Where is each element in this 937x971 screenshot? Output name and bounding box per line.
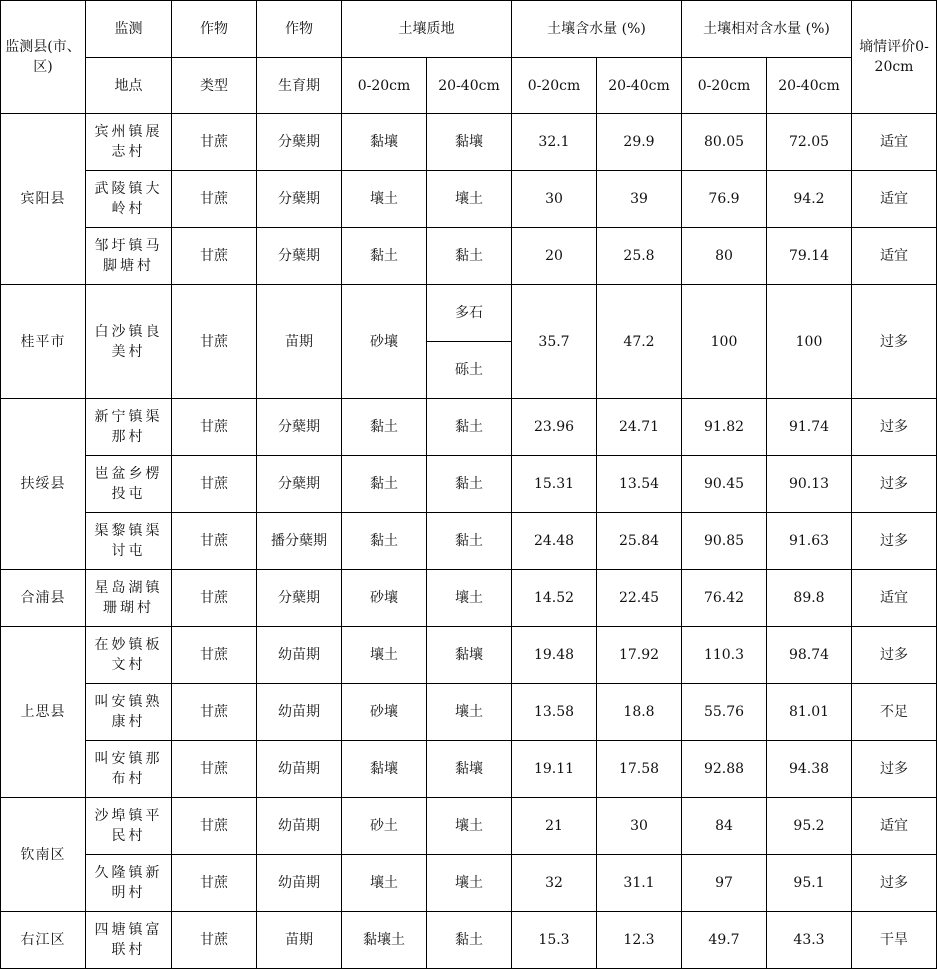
site-cell: 四塘镇富联村: [86, 912, 172, 969]
moisture-0-20-cell: 15.3: [512, 912, 597, 969]
evaluation-cell: 过多: [852, 627, 937, 684]
crop-cell: 甘蔗: [172, 570, 257, 627]
relative-20-40-cell: 72.05: [767, 114, 852, 171]
texture-0-20-cell: 砂壤: [342, 570, 427, 627]
relative-0-20-cell: 100: [682, 285, 767, 399]
evaluation-cell: 过多: [852, 399, 937, 456]
header-moisture-20-40: 20-40cm: [597, 58, 682, 114]
evaluation-cell: 过多: [852, 285, 937, 399]
texture-0-20-cell: 黏土: [342, 456, 427, 513]
relative-0-20-cell: 76.9: [682, 171, 767, 228]
moisture-20-40-cell: 30: [597, 798, 682, 855]
header-county: 监测县(市、区): [1, 1, 86, 114]
relative-0-20-cell: 92.88: [682, 741, 767, 798]
county-cell: 扶绥县: [1, 399, 86, 570]
table-row: [1, 912, 937, 969]
table-row: [1, 855, 937, 912]
texture-20-40-cell: 黏土: [427, 228, 512, 285]
moisture-0-20-cell: 20: [512, 228, 597, 285]
crop-cell: 甘蔗: [172, 741, 257, 798]
moisture-20-40-cell: 13.54: [597, 456, 682, 513]
evaluation-cell: 过多: [852, 513, 937, 570]
table-row: [1, 513, 937, 570]
relative-0-20-cell: 55.76: [682, 684, 767, 741]
crop-cell: 甘蔗: [172, 399, 257, 456]
texture-0-20-cell: 黏土: [342, 399, 427, 456]
moisture-20-40-cell: 24.71: [597, 399, 682, 456]
table-row: [1, 456, 937, 513]
header-soil-moisture: 土壤含水量 (%): [512, 1, 682, 58]
table-row: [1, 627, 937, 684]
relative-20-40-cell: 94.38: [767, 741, 852, 798]
site-cell: 叫安镇那布村: [86, 741, 172, 798]
relative-20-40-cell: 100: [767, 285, 852, 399]
site-cell: 渠黎镇渠讨屯: [86, 513, 172, 570]
moisture-20-40-cell: 25.8: [597, 228, 682, 285]
relative-20-40-cell: 89.8: [767, 570, 852, 627]
site-cell: 邹圩镇马脚塘村: [86, 228, 172, 285]
moisture-0-20-cell: 24.48: [512, 513, 597, 570]
header-crop-stage-top: 作物: [257, 1, 342, 58]
texture-0-20-cell: 黏壤: [342, 741, 427, 798]
stage-cell: 分蘖期: [257, 399, 342, 456]
evaluation-cell: 适宜: [852, 798, 937, 855]
moisture-0-20-cell: 19.11: [512, 741, 597, 798]
relative-20-40-cell: 91.63: [767, 513, 852, 570]
header-site-bottom: 地点: [86, 58, 172, 114]
texture-20-40-cell: 壤土: [427, 171, 512, 228]
crop-cell: 甘蔗: [172, 228, 257, 285]
county-cell: 上思县: [1, 627, 86, 798]
table-row: [1, 171, 937, 228]
header-texture-20-40: 20-40cm: [427, 58, 512, 114]
moisture-20-40-cell: 31.1: [597, 855, 682, 912]
texture-20-40-cell: 壤土: [427, 798, 512, 855]
county-cell: 右江区: [1, 912, 86, 969]
header-crop-type-top: 作物: [172, 1, 257, 58]
moisture-20-40-cell: 39: [597, 171, 682, 228]
texture-20-40-cell: 黏壤: [427, 741, 512, 798]
crop-cell: 甘蔗: [172, 684, 257, 741]
relative-0-20-cell: 91.82: [682, 399, 767, 456]
evaluation-cell: 适宜: [852, 228, 937, 285]
relative-20-40-cell: 94.2: [767, 171, 852, 228]
header-evaluation: 墒情评价0-20cm: [852, 1, 937, 114]
header-soil-texture: 土壤质地: [342, 1, 512, 58]
relative-20-40-cell: 91.74: [767, 399, 852, 456]
moisture-20-40-cell: 17.92: [597, 627, 682, 684]
table-row: [1, 228, 937, 285]
moisture-20-40-cell: 12.3: [597, 912, 682, 969]
moisture-0-20-cell: 21: [512, 798, 597, 855]
header-relative-moisture: 土壤相对含水量 (%): [682, 1, 852, 58]
stage-cell: 分蘖期: [257, 456, 342, 513]
texture-0-20-cell: 砂壤: [342, 684, 427, 741]
texture-20-40-cell: 壤土: [427, 684, 512, 741]
texture-20-40-lower-cell: 砾土: [427, 342, 512, 399]
header-moisture-0-20: 0-20cm: [512, 58, 597, 114]
moisture-0-20-cell: 14.52: [512, 570, 597, 627]
header-relative-20-40: 20-40cm: [767, 58, 852, 114]
county-cell: 宾阳县: [1, 114, 86, 285]
header-row-1: [1, 1, 937, 58]
evaluation-cell: 过多: [852, 855, 937, 912]
header-relative-0-20: 0-20cm: [682, 58, 767, 114]
moisture-0-20-cell: 23.96: [512, 399, 597, 456]
stage-cell: 分蘖期: [257, 228, 342, 285]
moisture-0-20-cell: 32: [512, 855, 597, 912]
texture-20-40-cell: 黏壤: [427, 114, 512, 171]
site-cell: 白沙镇良美村: [86, 285, 172, 399]
table-row: [1, 285, 937, 342]
texture-0-20-cell: 壤土: [342, 855, 427, 912]
evaluation-cell: 适宜: [852, 171, 937, 228]
table-row: [1, 684, 937, 741]
texture-20-40-cell: 壤土: [427, 570, 512, 627]
texture-0-20-cell: 黏壤: [342, 114, 427, 171]
crop-cell: 甘蔗: [172, 456, 257, 513]
relative-0-20-cell: 110.3: [682, 627, 767, 684]
table-row: [1, 798, 937, 855]
table-row: [1, 399, 937, 456]
relative-20-40-cell: 95.1: [767, 855, 852, 912]
relative-0-20-cell: 49.7: [682, 912, 767, 969]
site-cell: 武陵镇大岭村: [86, 171, 172, 228]
moisture-0-20-cell: 15.31: [512, 456, 597, 513]
stage-cell: 幼苗期: [257, 855, 342, 912]
stage-cell: 幼苗期: [257, 798, 342, 855]
moisture-20-40-cell: 18.8: [597, 684, 682, 741]
texture-0-20-cell: 黏土: [342, 513, 427, 570]
crop-cell: 甘蔗: [172, 855, 257, 912]
header-site-top: 监测: [86, 1, 172, 58]
texture-20-40-cell: 黏土: [427, 513, 512, 570]
moisture-20-40-cell: 17.58: [597, 741, 682, 798]
site-cell: 新宁镇渠那村: [86, 399, 172, 456]
table-row: [1, 114, 937, 171]
texture-0-20-cell: 黏壤土: [342, 912, 427, 969]
relative-20-40-cell: 43.3: [767, 912, 852, 969]
evaluation-cell: 干旱: [852, 912, 937, 969]
crop-cell: 甘蔗: [172, 912, 257, 969]
relative-20-40-cell: 98.74: [767, 627, 852, 684]
evaluation-cell: 过多: [852, 741, 937, 798]
crop-cell: 甘蔗: [172, 798, 257, 855]
county-cell: 桂平市: [1, 285, 86, 399]
crop-cell: 甘蔗: [172, 171, 257, 228]
texture-20-40-cell: 壤土: [427, 855, 512, 912]
moisture-0-20-cell: 32.1: [512, 114, 597, 171]
stage-cell: 分蘖期: [257, 570, 342, 627]
stage-cell: 苗期: [257, 285, 342, 399]
site-cell: 在妙镇板文村: [86, 627, 172, 684]
site-cell: 岜盆乡楞投屯: [86, 456, 172, 513]
texture-0-20-cell: 壤土: [342, 171, 427, 228]
relative-20-40-cell: 90.13: [767, 456, 852, 513]
moisture-20-40-cell: 47.2: [597, 285, 682, 399]
county-cell: 合浦县: [1, 570, 86, 627]
evaluation-cell: 适宜: [852, 570, 937, 627]
evaluation-cell: 过多: [852, 456, 937, 513]
stage-cell: 播分蘖期: [257, 513, 342, 570]
evaluation-cell: 适宜: [852, 114, 937, 171]
stage-cell: 幼苗期: [257, 627, 342, 684]
texture-20-40-cell: 黏壤: [427, 627, 512, 684]
relative-20-40-cell: 81.01: [767, 684, 852, 741]
relative-0-20-cell: 80.05: [682, 114, 767, 171]
texture-20-40-upper-cell: 多石: [427, 285, 512, 342]
moisture-20-40-cell: 29.9: [597, 114, 682, 171]
texture-20-40-cell: 黏土: [427, 399, 512, 456]
crop-cell: 甘蔗: [172, 513, 257, 570]
header-crop-stage-bottom: 生育期: [257, 58, 342, 114]
header-texture-0-20: 0-20cm: [342, 58, 427, 114]
county-cell: 钦南区: [1, 798, 86, 912]
relative-20-40-cell: 79.14: [767, 228, 852, 285]
moisture-20-40-cell: 25.84: [597, 513, 682, 570]
table-row: [1, 570, 937, 627]
relative-0-20-cell: 84: [682, 798, 767, 855]
texture-0-20-cell: 壤土: [342, 627, 427, 684]
texture-20-40-cell: 黏土: [427, 912, 512, 969]
stage-cell: 分蘖期: [257, 114, 342, 171]
moisture-0-20-cell: 19.48: [512, 627, 597, 684]
site-cell: 宾州镇展志村: [86, 114, 172, 171]
site-cell: 星岛湖镇珊瑚村: [86, 570, 172, 627]
evaluation-cell: 不足: [852, 684, 937, 741]
table-row: [1, 741, 937, 798]
relative-0-20-cell: 97: [682, 855, 767, 912]
site-cell: 沙埠镇平民村: [86, 798, 172, 855]
relative-20-40-cell: 95.2: [767, 798, 852, 855]
stage-cell: 幼苗期: [257, 684, 342, 741]
moisture-0-20-cell: 35.7: [512, 285, 597, 399]
relative-0-20-cell: 90.85: [682, 513, 767, 570]
relative-0-20-cell: 90.45: [682, 456, 767, 513]
texture-0-20-cell: 黏土: [342, 228, 427, 285]
relative-0-20-cell: 80: [682, 228, 767, 285]
header-crop-type-bottom: 类型: [172, 58, 257, 114]
stage-cell: 幼苗期: [257, 741, 342, 798]
moisture-0-20-cell: 30: [512, 171, 597, 228]
crop-cell: 甘蔗: [172, 627, 257, 684]
header-row-2: [1, 58, 937, 114]
moisture-20-40-cell: 22.45: [597, 570, 682, 627]
crop-cell: 甘蔗: [172, 114, 257, 171]
texture-0-20-cell: 砂壤: [342, 285, 427, 399]
moisture-0-20-cell: 13.58: [512, 684, 597, 741]
relative-0-20-cell: 76.42: [682, 570, 767, 627]
site-cell: 久隆镇新明村: [86, 855, 172, 912]
crop-cell: 甘蔗: [172, 285, 257, 399]
site-cell: 叫安镇熟康村: [86, 684, 172, 741]
stage-cell: 苗期: [257, 912, 342, 969]
texture-0-20-cell: 砂土: [342, 798, 427, 855]
stage-cell: 分蘖期: [257, 171, 342, 228]
texture-20-40-cell: 黏土: [427, 456, 512, 513]
